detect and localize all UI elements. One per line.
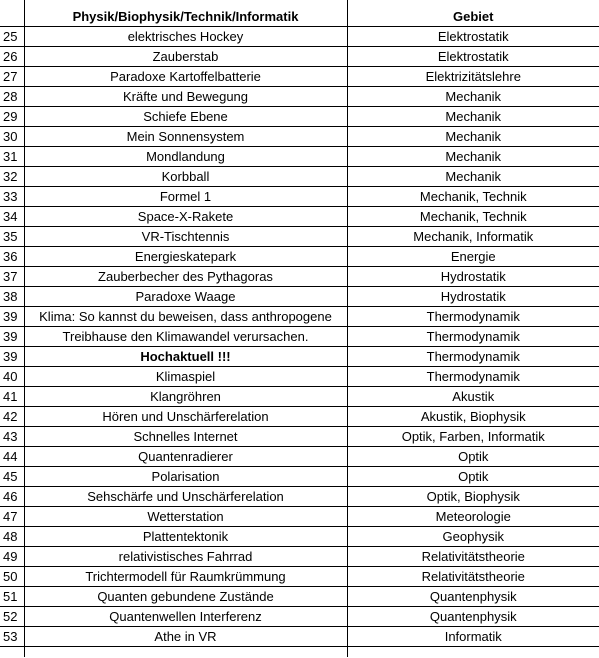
row-title: elektrisches Hockey <box>24 27 347 47</box>
table-row <box>0 507 599 527</box>
row-title: Zauberstab <box>24 47 347 67</box>
row-area: Hydrostatik <box>347 287 599 307</box>
table-row <box>0 547 599 567</box>
table-row <box>0 287 599 307</box>
row-area: Energie <box>347 247 599 267</box>
table-row <box>0 467 599 487</box>
row-title: Quanten gebundene Zustände <box>24 587 347 607</box>
table-row <box>0 267 599 287</box>
row-title: Klangröhren <box>24 387 347 407</box>
row-area: Mechanik <box>347 107 599 127</box>
row-number: 44 <box>0 447 24 467</box>
table-row <box>0 567 599 587</box>
row-area: Meteorologie <box>347 507 599 527</box>
row-number: 30 <box>0 127 24 147</box>
row-area: Optik <box>347 447 599 467</box>
table-row <box>0 487 599 507</box>
row-area: Informatik <box>347 627 599 647</box>
bottom-strip-cell <box>0 647 24 658</box>
row-area: Mechanik <box>347 147 599 167</box>
row-title: Paradoxe Kartoffelbatterie <box>24 67 347 87</box>
row-title: Paradoxe Waage <box>24 287 347 307</box>
header-title: Physik/Biophysik/Technik/Informatik <box>24 7 347 27</box>
row-number: 48 <box>0 527 24 547</box>
row-number: 34 <box>0 207 24 227</box>
row-title: Kräfte und Bewegung <box>24 87 347 107</box>
row-number: 39 <box>0 327 24 347</box>
table-row <box>0 87 599 107</box>
row-title: relativistisches Fahrrad <box>24 547 347 567</box>
row-title: Schiefe Ebene <box>24 107 347 127</box>
table-row <box>0 347 599 367</box>
row-title: Polarisation <box>24 467 347 487</box>
row-area: Elektrostatik <box>347 47 599 67</box>
row-area: Relativitätstheorie <box>347 547 599 567</box>
table-row <box>0 367 599 387</box>
row-number: 42 <box>0 407 24 427</box>
row-title: Hören und Unschärferelation <box>24 407 347 427</box>
table-row <box>0 207 599 227</box>
table-row <box>0 47 599 67</box>
row-title: Quantenwellen Interferenz <box>24 607 347 627</box>
table-row <box>0 67 599 87</box>
row-number: 26 <box>0 47 24 67</box>
table-row <box>0 427 599 447</box>
row-title: VR-Tischtennis <box>24 227 347 247</box>
row-area: Mechanik <box>347 127 599 147</box>
row-title: Athe in VR <box>24 627 347 647</box>
table-body <box>0 27 599 658</box>
table-row <box>0 327 599 347</box>
row-title: Wetterstation <box>24 507 347 527</box>
row-area: Relativitätstheorie <box>347 567 599 587</box>
table-row <box>0 227 599 247</box>
row-title: Hochaktuell !!! <box>24 347 347 367</box>
row-number: 32 <box>0 167 24 187</box>
row-number: 39 <box>0 347 24 367</box>
table-row <box>0 587 599 607</box>
row-area: Mechanik <box>347 167 599 187</box>
row-area: Geophysik <box>347 527 599 547</box>
table-row <box>0 387 599 407</box>
row-number: 25 <box>0 27 24 47</box>
top-strip-cell <box>347 0 599 7</box>
row-area: Thermodynamik <box>347 307 599 327</box>
row-title: Formel 1 <box>24 187 347 207</box>
row-title: Quantenradierer <box>24 447 347 467</box>
table-row <box>0 607 599 627</box>
row-title: Energieskatepark <box>24 247 347 267</box>
row-area: Hydrostatik <box>347 267 599 287</box>
table-row <box>0 407 599 427</box>
row-number: 49 <box>0 547 24 567</box>
row-number: 33 <box>0 187 24 207</box>
row-area: Mechanik <box>347 87 599 107</box>
row-area: Optik, Farben, Informatik <box>347 427 599 447</box>
row-area: Optik, Biophysik <box>347 487 599 507</box>
table-row <box>0 307 599 327</box>
row-number: 36 <box>0 247 24 267</box>
row-area: Akustik, Biophysik <box>347 407 599 427</box>
row-number: 39 <box>0 307 24 327</box>
header-area: Gebiet <box>347 7 599 27</box>
row-area: Akustik <box>347 387 599 407</box>
row-number: 27 <box>0 67 24 87</box>
row-title: Trichtermodell für Raumkrümmung <box>24 567 347 587</box>
row-area: Mechanik, Technik <box>347 187 599 207</box>
row-number: 40 <box>0 367 24 387</box>
row-title: Klimaspiel <box>24 367 347 387</box>
row-number: 41 <box>0 387 24 407</box>
bottom-strip-cell <box>347 647 599 658</box>
row-number: 43 <box>0 427 24 447</box>
row-number: 29 <box>0 107 24 127</box>
row-number: 46 <box>0 487 24 507</box>
table-row <box>0 447 599 467</box>
table-row <box>0 107 599 127</box>
table-row <box>0 147 599 167</box>
row-number: 45 <box>0 467 24 487</box>
header-num <box>0 7 24 27</box>
row-area: Thermodynamik <box>347 367 599 387</box>
table-row <box>0 627 599 647</box>
row-area: Quantenphysik <box>347 587 599 607</box>
row-number: 31 <box>0 147 24 167</box>
table-row <box>0 27 599 47</box>
row-area: Mechanik, Informatik <box>347 227 599 247</box>
top-strip <box>0 0 599 7</box>
row-area: Quantenphysik <box>347 607 599 627</box>
row-title: Klima: So kannst du beweisen, dass anthropogene <box>24 307 347 327</box>
row-title: Zauberbecher des Pythagoras <box>24 267 347 287</box>
row-title: Plattentektonik <box>24 527 347 547</box>
row-number: 28 <box>0 87 24 107</box>
top-strip-cell <box>24 0 347 7</box>
row-number: 52 <box>0 607 24 627</box>
table-row <box>0 247 599 267</box>
row-area: Thermodynamik <box>347 347 599 367</box>
row-title: Mein Sonnensystem <box>24 127 347 147</box>
row-number: 51 <box>0 587 24 607</box>
row-title: Sehschärfe und Unschärferelation <box>24 487 347 507</box>
row-number: 50 <box>0 567 24 587</box>
header-row <box>0 7 599 27</box>
top-strip-cell <box>0 0 24 7</box>
row-area: Thermodynamik <box>347 327 599 347</box>
row-area: Elektrizitätslehre <box>347 67 599 87</box>
row-number: 47 <box>0 507 24 527</box>
row-number: 38 <box>0 287 24 307</box>
row-title: Space-X-Rakete <box>24 207 347 227</box>
bottom-strip <box>0 647 599 658</box>
table-row <box>0 167 599 187</box>
row-title: Korbball <box>24 167 347 187</box>
row-number: 53 <box>0 627 24 647</box>
row-area: Elektrostatik <box>347 27 599 47</box>
row-title: Treibhause den Klimawandel verursachen. <box>24 327 347 347</box>
row-number: 35 <box>0 227 24 247</box>
row-number: 37 <box>0 267 24 287</box>
row-area: Mechanik, Technik <box>347 207 599 227</box>
row-title: Schnelles Internet <box>24 427 347 447</box>
table-row <box>0 127 599 147</box>
bottom-strip-cell <box>24 647 347 658</box>
table-row <box>0 527 599 547</box>
table-row <box>0 187 599 207</box>
row-area: Optik <box>347 467 599 487</box>
row-title: Mondlandung <box>24 147 347 167</box>
